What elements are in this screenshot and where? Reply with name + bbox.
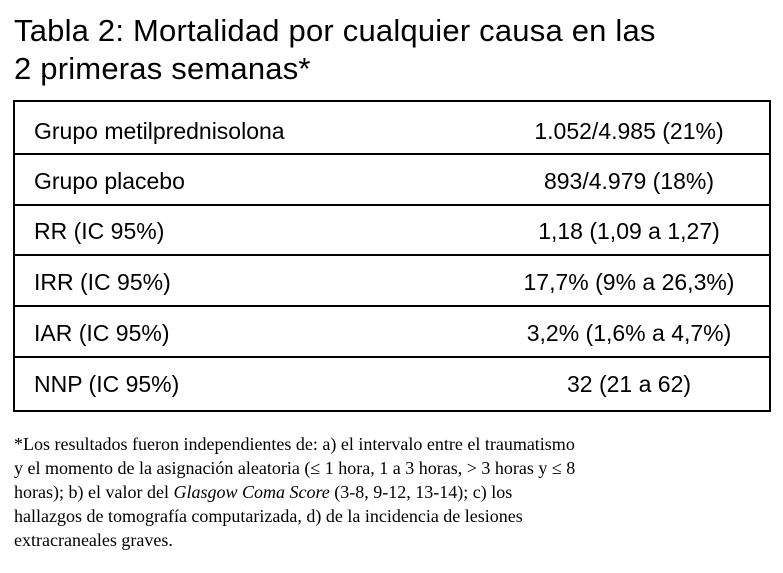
table-title-line-2: 2 primeras semanas* bbox=[14, 51, 311, 86]
table-row bbox=[15, 156, 769, 206]
row-label: NNP (IC 95%) bbox=[34, 371, 180, 397]
row-divider bbox=[15, 153, 769, 155]
row-value: 1,18 (1,09 a 1,27) bbox=[538, 218, 720, 244]
footnote-line-3 bbox=[14, 480, 774, 504]
row-divider bbox=[15, 254, 769, 256]
mortality-table bbox=[13, 100, 771, 412]
footnote-line-5: extracraneales graves. bbox=[14, 530, 173, 550]
row-label: RR (IC 95%) bbox=[34, 218, 165, 244]
table-title bbox=[14, 12, 774, 88]
footnote-text: (3-8, 9-12, 13-14); c) los bbox=[329, 482, 513, 502]
table-row bbox=[15, 308, 769, 358]
row-label: Grupo placebo bbox=[34, 168, 185, 194]
row-value: 3,2% (1,6% a 4,7%) bbox=[526, 320, 732, 346]
table-row bbox=[15, 257, 769, 307]
glasgow-coma-score-term: Glasgow Coma Score bbox=[173, 482, 330, 502]
footnote-text: horas); b) el valor del bbox=[14, 482, 174, 502]
row-divider bbox=[15, 356, 769, 358]
footnote-line-4: hallazgos de tomografía computarizada, d) de la incidencia de lesiones bbox=[14, 506, 523, 526]
row-value: 17,7% (9% a 26,3%) bbox=[523, 269, 735, 295]
row-label: IRR (IC 95%) bbox=[34, 269, 171, 295]
row-value: 1.052/4.985 (21%) bbox=[534, 118, 724, 144]
row-divider bbox=[15, 305, 769, 307]
row-label: Grupo metilprednisolona bbox=[34, 118, 285, 144]
row-value: 893/4.979 (18%) bbox=[543, 168, 715, 194]
footnote-line-2: y el momento de la asignación aleatoria (≤ 1 hora, 1 a 3 horas, > 3 horas y ≤ 8 bbox=[14, 458, 576, 478]
row-value: 32 (21 a 62) bbox=[566, 371, 692, 397]
table-row bbox=[15, 359, 769, 409]
table-title-line-1: Tabla 2: Mortalidad por cualquier causa en las bbox=[14, 13, 656, 48]
footnote-line-1: *Los resultados fueron independientes de: a) el intervalo entre el traumatismo bbox=[14, 434, 575, 454]
table-footnote bbox=[14, 432, 774, 552]
table-row bbox=[15, 106, 769, 156]
row-label: IAR (IC 95%) bbox=[34, 320, 170, 346]
table-row bbox=[15, 206, 769, 256]
